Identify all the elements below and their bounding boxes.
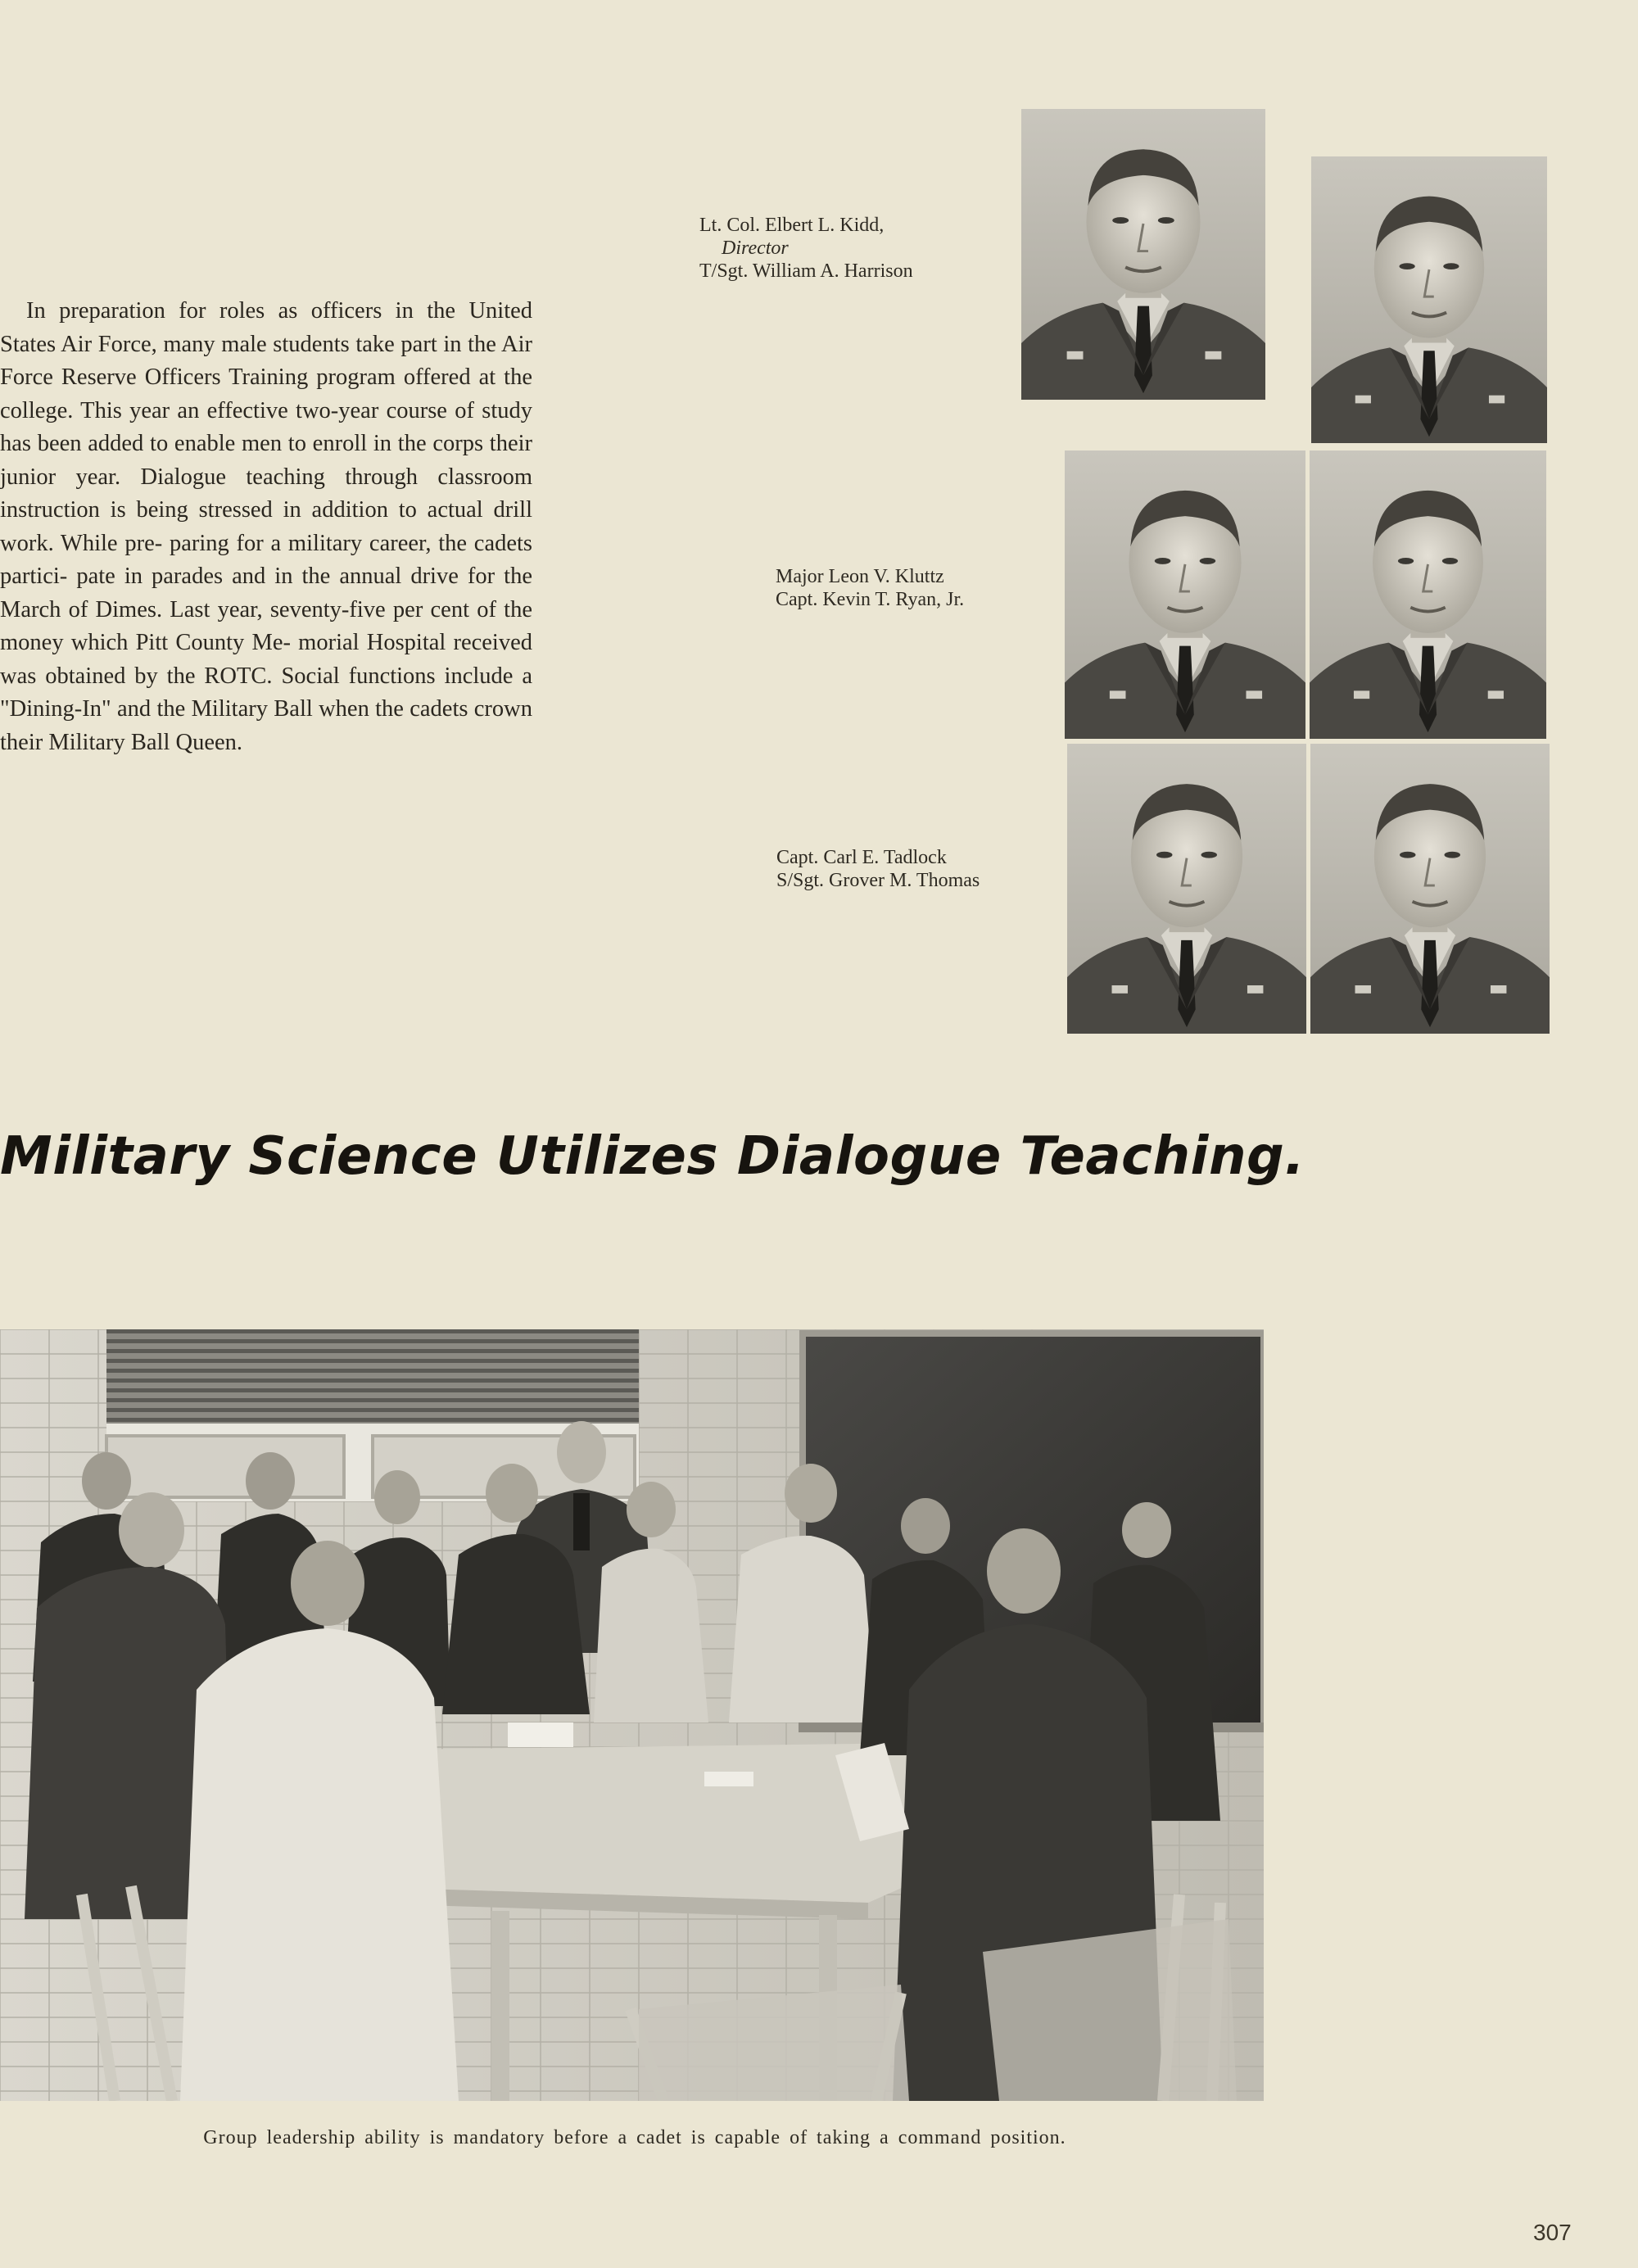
officer-portrait-photo-icon (1067, 744, 1306, 1034)
intro-line: Training program offered at the college. This (0, 364, 532, 423)
caption-ryan: Capt. Kevin T. Ryan, Jr. (776, 589, 965, 610)
officer-portrait-photo-icon (1310, 450, 1546, 739)
portrait-kidd (1021, 109, 1265, 400)
officer-portrait-photo-icon (1311, 156, 1547, 443)
intro-line: paring for a military career, the cadets partici- (0, 530, 533, 589)
portrait-ryan (1310, 450, 1546, 739)
officer-portrait-photo-icon (1310, 744, 1550, 1034)
caption-kluttz: Major Leon V. Kluttz (776, 566, 944, 587)
intro-line: year an effective two-year course of study has (0, 397, 532, 456)
intro-line: ROTC. Social functions include a "Dining-In" (0, 663, 532, 722)
caption-kluttz-ryan (776, 565, 964, 611)
page-number: 307 (1533, 2220, 1572, 2245)
intro-line: United States Air Force, many male students (0, 298, 533, 357)
intro-line: the March of Dimes. Last year, seventy-five (0, 564, 532, 622)
intro-line: in addition to actual drill work. While pre- (0, 497, 532, 556)
intro-paragraph (0, 295, 532, 759)
intro-line: through classroom instruction is being stressed (0, 464, 532, 523)
intro-line: per cent of the money which Pitt County Me- (0, 596, 532, 655)
caption-tadlock-thomas (776, 846, 980, 892)
portrait-harrison (1311, 156, 1547, 443)
intro-line: been added to enable men to enroll in the (37, 431, 427, 456)
portrait-thomas (1310, 744, 1550, 1034)
officer-portrait-photo-icon (1021, 109, 1265, 400)
caption-harrison: T/Sgt. William A. Harrison (699, 260, 913, 282)
caption-kidd-harrison (699, 214, 913, 283)
officer-portrait-photo-icon (1065, 450, 1305, 739)
portrait-kluttz (1065, 450, 1305, 739)
caption-tadlock: Capt. Carl E. Tadlock (776, 847, 947, 868)
intro-line: their Military Ball Queen. (0, 729, 243, 755)
intro-line: corps their junior year. Dialogue teaching (0, 431, 533, 490)
intro-line: morial Hospital received was obtained by the (0, 630, 533, 689)
portrait-tadlock (1067, 744, 1306, 1034)
classroom-photo-icon (0, 1329, 1264, 2101)
intro-line: take part in the Air Force Reserve Officers (0, 331, 532, 390)
intro-line: and the Military Ball when the cadets crown (116, 696, 532, 722)
classroom-photo (0, 1329, 1264, 2101)
caption-kidd-title: Director (722, 238, 789, 259)
caption-kidd: Lt. Col. Elbert L. Kidd, (699, 215, 885, 236)
intro-line: In preparation for roles as officers in the (26, 298, 456, 324)
photo-caption: Group leadership ability is mandatory before a cadet is capable of taking a command position. (203, 2127, 1066, 2148)
caption-thomas: S/Sgt. Grover M. Thomas (776, 870, 980, 891)
headline: Military Science Utilizes Dialogue Teaching. (0, 1126, 1305, 1187)
intro-line: pate in parades and in the annual drive for (76, 564, 495, 589)
